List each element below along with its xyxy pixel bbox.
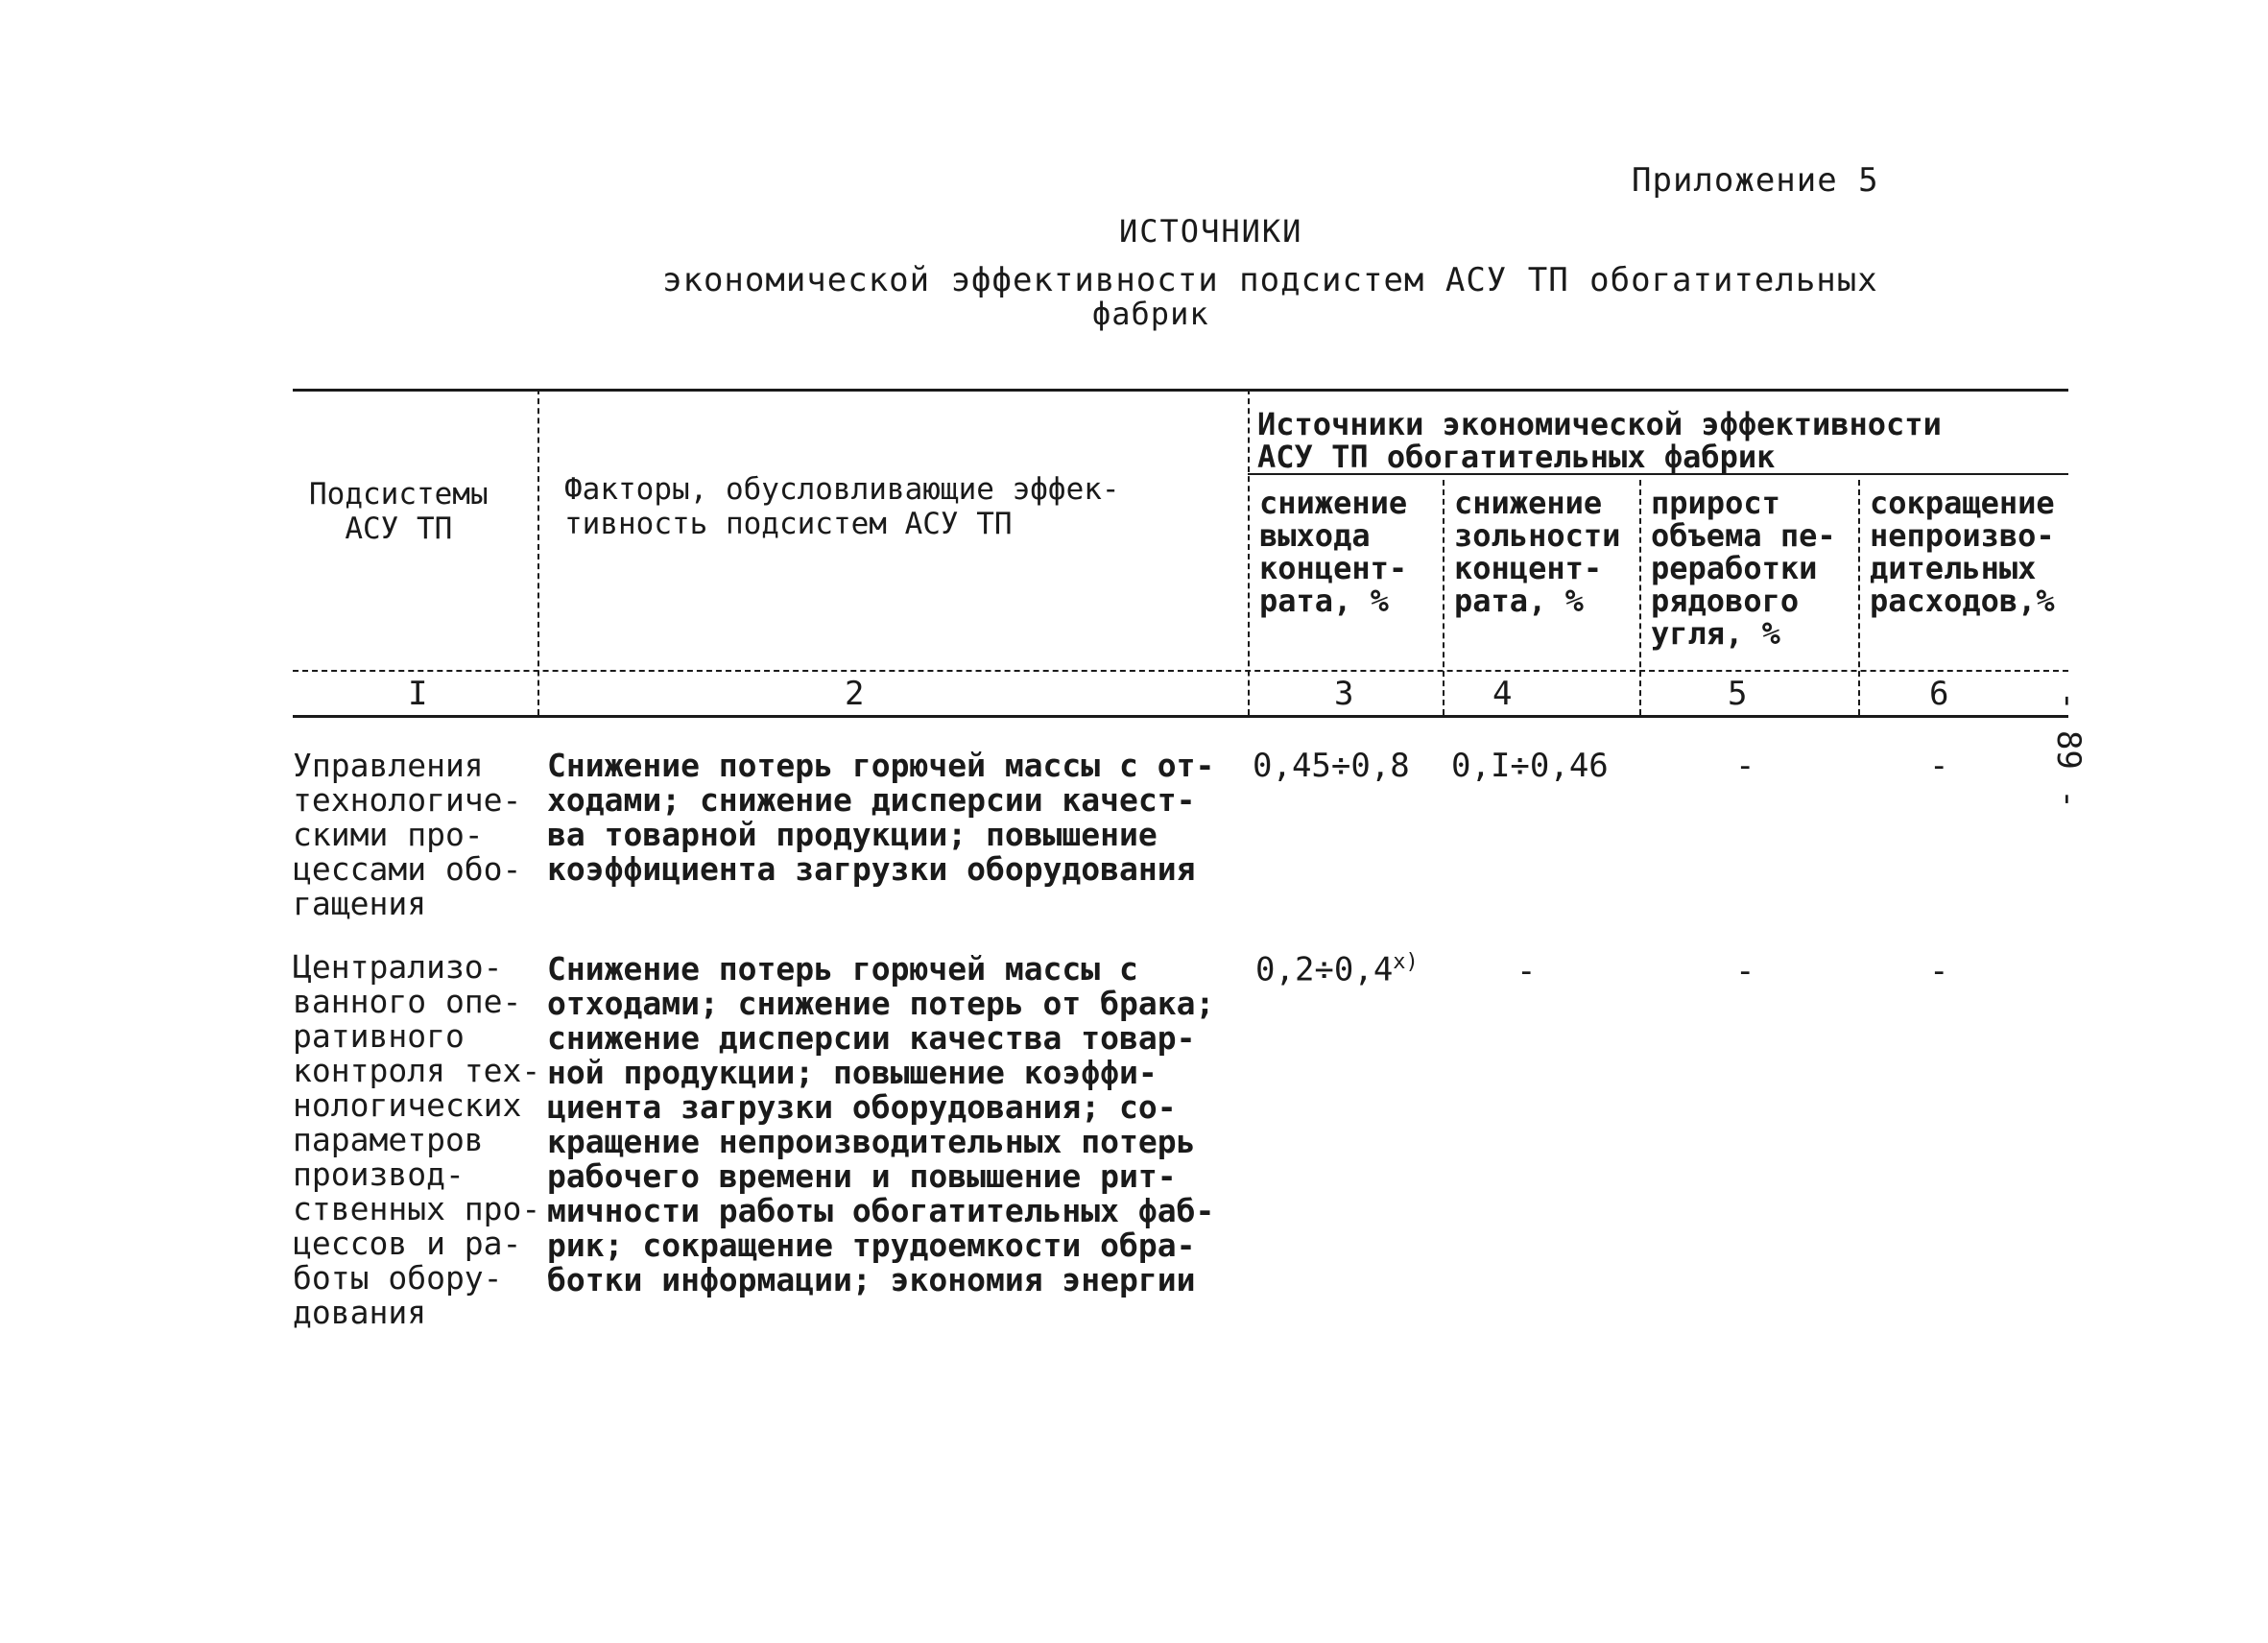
column-number-5: 5 — [1728, 675, 1748, 713]
column-numbers-rule — [293, 715, 2068, 718]
table-row-2-value-5: - — [1735, 952, 1755, 990]
subheader-overhead-reduction: сокращение непроизво- дительных расходов,% — [1870, 485, 2055, 619]
table-row-2-value-6: - — [1929, 952, 1949, 990]
column-number-6: 6 — [1929, 675, 1949, 713]
column-number-1: I — [408, 675, 428, 713]
column-number-4: 4 — [1492, 675, 1513, 713]
table-row-2-subsystem: Централизо- ванного опе- ративного контроля тех- нологических параметров производ- ственных про- цессов и ра- боты обору- дования — [293, 948, 541, 1331]
table-row-1-subsystem: Управления технологиче- скими про- цессами обо- гащения — [293, 747, 522, 922]
table-row-1-value-4: 0,I÷0,46 — [1451, 747, 1609, 785]
document-title: ИСТОЧНИКИ — [1119, 213, 1303, 250]
table-row-2-value-3 — [1255, 950, 1419, 988]
table-row-2-factors: Снижение потерь горючей массы с отходами; снижение потерь от брака; снижение дисперсии качества товар- ной продукции; повышение коэффи- циента загрузки оборудования; со- кращение непроизводительных потерь рабочего времени и повышение рит- мичности работы обогатительных фаб- рик; сокращение трудоемкости обра- ботки информации; экономия энергии — [547, 950, 1215, 1298]
document-subtitle: экономической эффективности подсистем АСУ ТП обогатительных — [662, 261, 1878, 299]
footnote-marker: x) — [1393, 950, 1419, 974]
appendix-label: Приложение 5 — [1632, 161, 1879, 200]
header-subsystems: Подсистемы АСУ ТП — [309, 477, 489, 546]
header-sources-group: Источники экономической эффективности АСУ ТП обогатительных фабрик — [1257, 406, 1942, 475]
document-subtitle-continued: фабрик — [1092, 296, 1209, 332]
subheader-processing-volume: прирост объема пе- реработки рядового угля, % — [1651, 485, 1836, 652]
table-row-2-value-3-number: 0,2÷0,4 — [1255, 950, 1394, 989]
column-number-2: 2 — [845, 675, 865, 713]
col-divider-5 — [1858, 480, 1860, 715]
header-bottom-rule — [293, 670, 2068, 672]
col-divider-2 — [1248, 389, 1250, 715]
col-divider-4 — [1639, 480, 1641, 715]
col-divider-3 — [1443, 480, 1444, 715]
table-top-rule — [293, 389, 2068, 392]
table-row-1-factors: Снижение потерь горючей массы с от- ходами; снижение дисперсии качест- ва товарной продукции; повышение коэффициента загрузки оборудования — [547, 747, 1215, 888]
table-row-2-value-4: - — [1516, 952, 1537, 990]
table-row-1-value-6: - — [1929, 747, 1949, 785]
table-row-1-value-3: 0,45÷0,8 — [1253, 747, 1410, 785]
subheader-concentrate-ash: снижение зольности концент- рата, % — [1454, 485, 1621, 619]
header-factors: Факторы, обусловливающие эффек- тивность подсистем АСУ ТП — [564, 472, 1120, 541]
column-number-3: 3 — [1334, 675, 1354, 713]
col-divider-1 — [537, 389, 539, 715]
table-row-1-value-5: - — [1735, 747, 1755, 785]
page-number: - 89 - — [2049, 691, 2088, 809]
subheader-concentrate-yield: снижение выхода концент- рата, % — [1259, 485, 1408, 619]
